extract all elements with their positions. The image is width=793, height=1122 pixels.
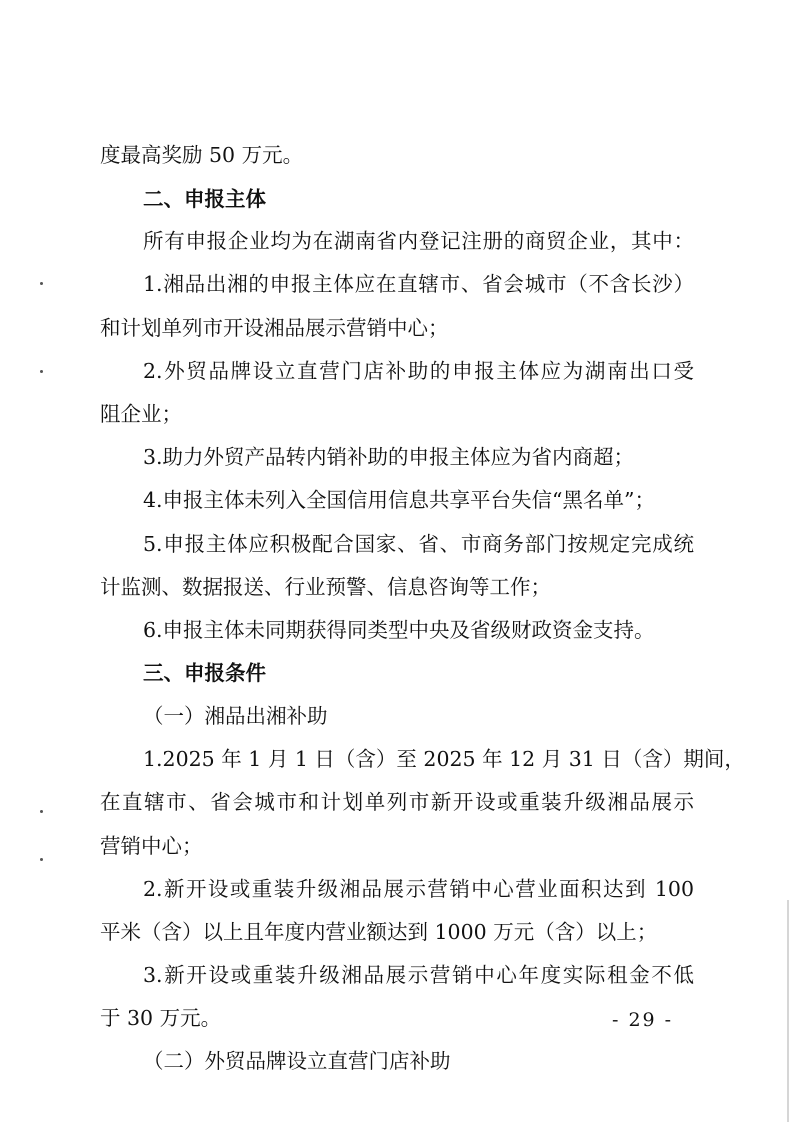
subsection-heading: （一）湘品出湘补助 [143, 704, 328, 728]
paragraph-line: 在直辖市、省会城市和计划单列市新开设或重装升级湘品展示 [100, 790, 694, 814]
paragraph-line: 5.申报主体应积极配合国家、省、市商务部门按规定完成统 [143, 532, 694, 556]
scan-edge-shadow [787, 900, 789, 1122]
page-number: - 29 - [612, 1009, 674, 1031]
paragraph-line: 计监测、数据报送、行业预警、信息咨询等工作； [100, 575, 551, 599]
scan-dot [40, 370, 43, 373]
subsection-heading: （二）外贸品牌设立直营门店补助 [143, 1049, 451, 1073]
scan-dot [40, 858, 43, 861]
paragraph-line: 平米（含）以上且年度内营业额达到 1000 万元（含）以上； [100, 920, 658, 944]
paragraph-line: 度最高奖励 50 万元。 [100, 143, 304, 167]
scan-dot [40, 810, 43, 813]
paragraph-line: 3.助力外贸产品转内销补助的申报主体应为省内商超； [143, 445, 635, 469]
paragraph-line: 2.外贸品牌设立直营门店补助的申报主体应为湖南出口受 [143, 359, 694, 383]
scan-dot [40, 282, 43, 285]
paragraph-line: 6.申报主体未同期获得同类型中央及省级财政资金支持。 [143, 618, 655, 642]
section-heading: 二、申报主体 [143, 187, 266, 211]
paragraph-line: 营销中心； [100, 834, 203, 858]
paragraph-line: 1.湘品出湘的申报主体应在直辖市、省会城市（不含长沙） [143, 272, 694, 296]
paragraph-line: 和计划单列市开设湘品展示营销中心； [100, 316, 449, 340]
paragraph-line: 阻企业； [100, 402, 182, 426]
paragraph-line: 所有申报企业均为在湖南省内登记注册的商贸企业，其中： [143, 229, 694, 253]
paragraph-line: 3.新开设或重装升级湘品展示营销中心年度实际租金不低 [143, 963, 694, 987]
paragraph-line: 4.申报主体未列入全国信用信息共享平台失信“黑名单”； [143, 488, 656, 512]
paragraph-line: 1.2025 年 1 月 1 日（含）至 2025 年 12 月 31 日（含）期间， [143, 747, 745, 771]
paragraph-line: 于 30 万元。 [100, 1006, 222, 1030]
section-heading: 三、申报条件 [143, 661, 266, 685]
paragraph-line: 2.新开设或重装升级湘品展示营销中心营业面积达到 100 [143, 877, 694, 901]
